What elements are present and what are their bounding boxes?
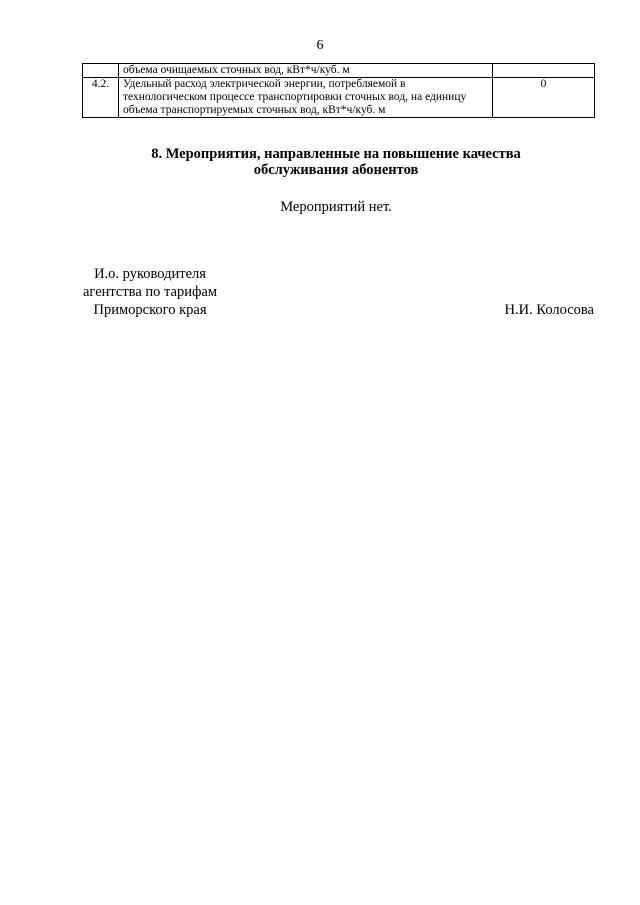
section-title [0, 146, 640, 178]
page-number: 6 [316, 38, 324, 53]
signer-position-line: Приморского края [93, 302, 207, 318]
section-title-line: 8. Мероприятия, направленные на повышение качества [151, 146, 521, 162]
signer-position-line: агентства по тарифам [83, 284, 217, 300]
signer-position [70, 265, 230, 319]
table-row [83, 64, 595, 78]
section-title-line: обслуживания абонентов [253, 162, 419, 178]
row-number: 4.2. [83, 78, 119, 118]
row-description: объема очищаемых сточных вод, кВт*ч/куб. м [119, 64, 493, 78]
signer-position-line: И.о. руководителя [94, 266, 206, 282]
section-body: Мероприятий нет. [280, 199, 392, 215]
row-number [83, 64, 119, 78]
row-value [493, 64, 595, 78]
indicators-table [82, 63, 595, 118]
row-description: Удельный расход электрической энергии, потребляемой в технологическом процессе транспортировки сточных вод, на единицу объема транспортируемых сточных вод, кВт*ч/куб. м [119, 78, 493, 118]
row-value: 0 [493, 78, 595, 118]
table-row [83, 78, 595, 118]
signer-name: Н.И. Колосова [504, 302, 594, 318]
